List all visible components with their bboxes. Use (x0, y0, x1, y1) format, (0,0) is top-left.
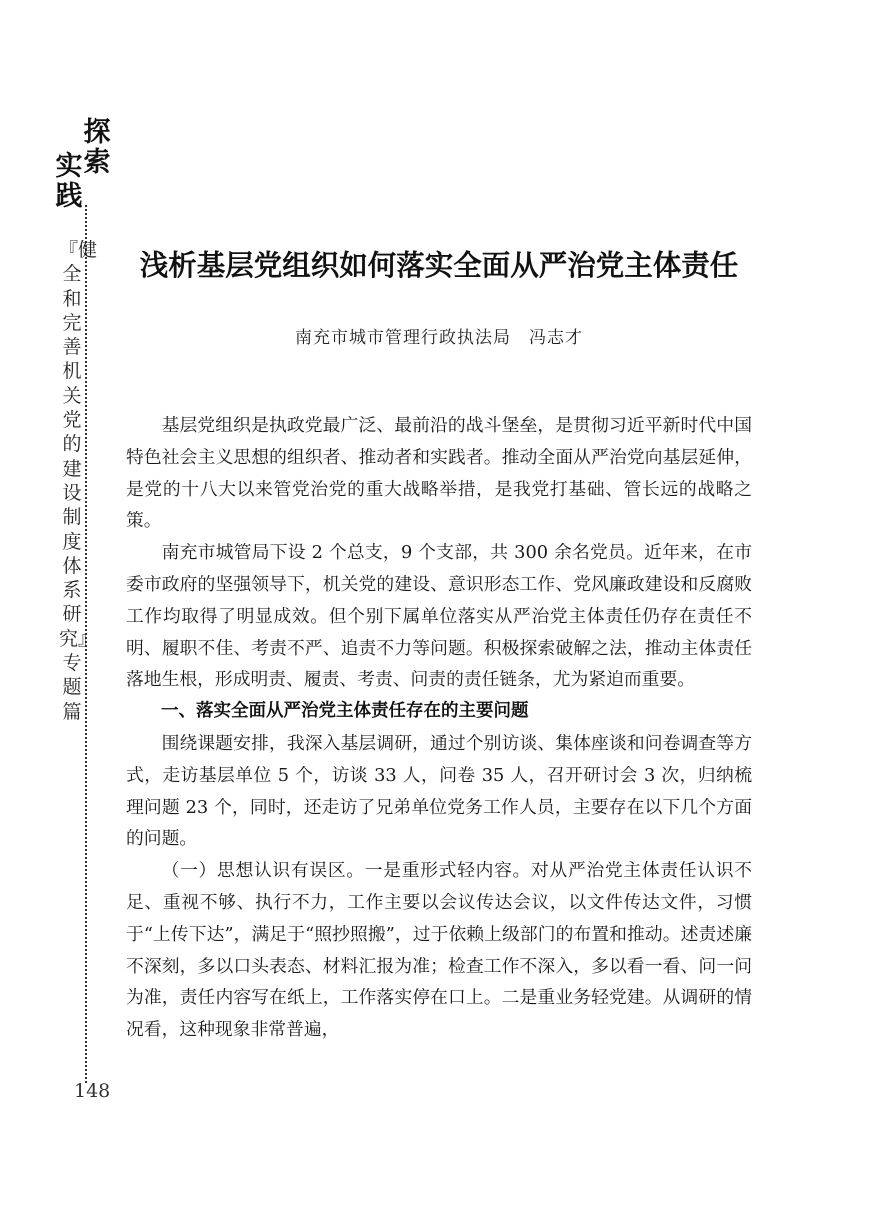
subsection-lead: （一）思想认识有误区。 (161, 860, 365, 882)
page-number: 148 (74, 1080, 111, 1102)
author-name: 冯志才 (529, 328, 583, 348)
paragraph-problem-1-text: 一是重形式轻内容。对从严治党主体责任认识不足、重视不够、执行不力，工作主要以会议传达会议，以文件传达文件，习惯于“上传下达”，满足于“照抄照搬”，过于依赖上级部门的布置和推动。述责述廉不深刻，多以口头表态、材料汇报为准；检查工作不深入，多以看一看、问一问为准，责任内容写在纸上，工作落实停在口上。二是重业务轻党建。从调研的情况看，这种现象非常普遍， (126, 860, 752, 1041)
paragraph-background: 南充市城管局下设 2 个总支，9 个支部，共 300 余名党员。近年来，在市委市政府的坚强领导下，机关党的建设、意识形态工作、党风廉政建设和反腐败工作均取得了明显成效。但个别下属单位落实从严治党主体责任仍存在责任不明、履职不佳、考责不严、追责不力等问题。积极探索破解之法，推动主体责任落地生根，形成明责、履责、考责、问责的责任链条，尤为紧迫而重要。 (126, 542, 752, 691)
brand-text-left: 实践 (55, 151, 83, 212)
paragraph-problem-1 (126, 855, 752, 1046)
article-body (126, 410, 752, 1046)
article-title: 浅析基层党组织如何落实全面从严治党主体责任 (139, 249, 739, 282)
section-heading: 一、落实全面从严治党主体责任存在的主要问题 (161, 701, 529, 722)
paragraph-research: 围绕课题安排，我深入基层调研，通过个别访谈、集体座谈和问卷调查等方式，走访基层单位 5 个，访谈 33 人，问卷 35 人，召开研讨会 3 次，归纳梳理问题 23 个，同时，还走访了兄弟单位党务工作人员，主要存在以下几个方面的问题。 (126, 732, 752, 850)
author-organization: 南充市城市管理行政执法局 (295, 328, 511, 348)
brand-text-right: 探索 (83, 117, 111, 178)
section-brand (52, 118, 122, 228)
author-line (126, 323, 752, 353)
series-label: 『健全和完善机关党的建设制度体系研究』专题篇 (59, 239, 98, 723)
paragraph-intro: 基层党组织是执政党最广泛、最前沿的战斗堡垒，是贯彻习近平新时代中国特色社会主义思想的组织者、推动者和实践者。推动全面从严治党向基层延伸，是党的十八大以来管党治党的重大战略举措，是我党打基础、管长远的战略之策。 (126, 415, 752, 532)
